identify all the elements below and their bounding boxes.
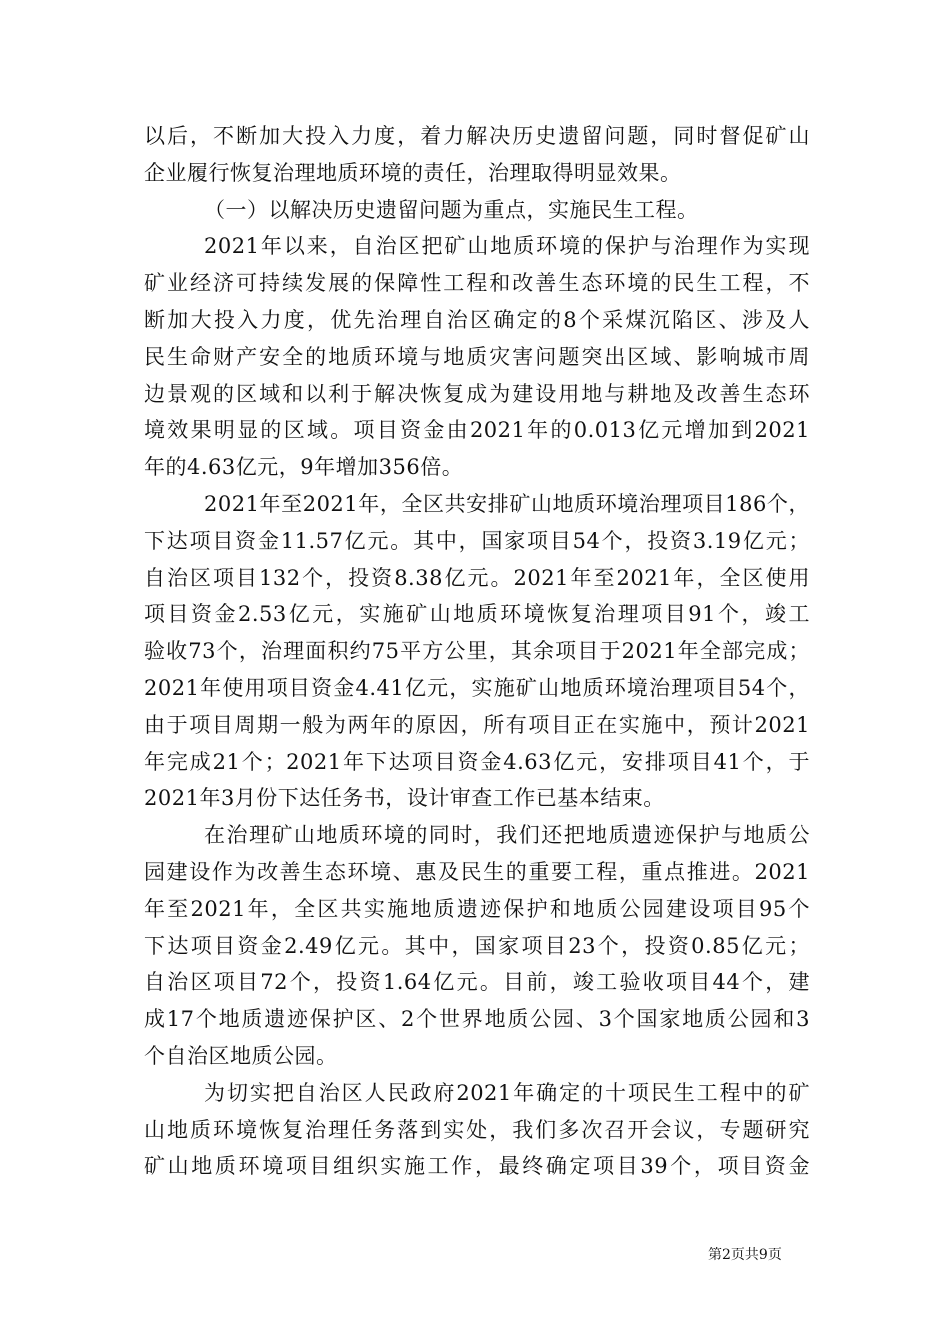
text-line: 个自治区地质公园。 bbox=[144, 1043, 338, 1068]
text-line: 年至2021年，全区共实施地质遗迹保护和地质公园建设项目95个 bbox=[144, 896, 810, 921]
text-line: 验收73个，治理面积约75平方公里，其余项目于2021年全部完成； bbox=[144, 639, 810, 664]
text-line: 下达项目资金11.57亿元。其中，国家项目54个，投资3.19亿元； bbox=[144, 528, 810, 553]
text-line: 以后，不断加大投入力度，着力解决历史遗留问题，同时督促矿山 bbox=[144, 124, 810, 148]
text-line: 2021年3月份下达任务书，设计审查工作已基本结束。 bbox=[144, 786, 665, 811]
text-line: 2021年至2021年，全区共安排矿山地质环境治理项目186个， bbox=[204, 491, 810, 516]
text-line: 边景观的区域和以利于解决恢复成为建设用地与耕地及改善生态环 bbox=[144, 381, 810, 406]
text-line: 矿山地质环境项目组织实施工作，最终确定项目39个，项目资金 bbox=[144, 1154, 810, 1179]
text-line: 在治理矿山地质环境的同时，我们还把地质遗迹保护与地质公 bbox=[204, 823, 810, 848]
page-number-footer: 第2页共9页 bbox=[708, 1247, 782, 1263]
text-line: 成17个地质遗迹保护区、2个世界地质公园、3个国家地质公园和3 bbox=[144, 1007, 810, 1032]
text-line: （一）以解决历史遗留问题为重点，实施民生工程。 bbox=[204, 197, 699, 222]
text-line: 矿业经济可持续发展的保障性工程和改善生态环境的民生工程，不 bbox=[144, 271, 810, 296]
text-line: 断加大投入力度，优先治理自治区确定的8个采煤沉陷区、涉及人 bbox=[144, 307, 810, 332]
text-line: 2021年使用项目资金4.41亿元，实施矿山地质环境治理项目54个， bbox=[144, 675, 810, 700]
text-line: 自治区项目72个，投资1.64亿元。目前，竣工验收项目44个，建 bbox=[144, 970, 810, 995]
text-line: 企业履行恢复治理地质环境的责任，治理取得明显效果。 bbox=[144, 160, 682, 185]
text-line: 境效果明显的区域。项目资金由2021年的0.013亿元增加到2021 bbox=[144, 418, 810, 443]
text-line: 自治区项目132个，投资8.38亿元。2021年至2021年，全区使用 bbox=[144, 565, 810, 590]
text-line: 山地质环境恢复治理任务落到实处，我们多次召开会议，专题研究 bbox=[144, 1117, 810, 1142]
text-line: 由于项目周期一般为两年的原因，所有项目正在实施中，预计2021 bbox=[144, 712, 810, 737]
text-line: 为切实把自治区人民政府2021年确定的十项民生工程中的矿 bbox=[204, 1080, 810, 1105]
text-line: 下达项目资金2.49亿元。其中，国家项目23个，投资0.85亿元； bbox=[144, 933, 810, 958]
text-line: 2021年以来，自治区把矿山地质环境的保护与治理作为实现 bbox=[204, 234, 810, 259]
text-line: 年完成21个；2021年下达项目资金4.63亿元，安排项目41个，于 bbox=[144, 749, 810, 774]
text-line: 民生命财产安全的地质环境与地质灾害问题突出区域、影响城市周 bbox=[144, 344, 810, 369]
text-line: 项目资金2.53亿元，实施矿山地质环境恢复治理项目91个，竣工 bbox=[144, 602, 810, 627]
document-body bbox=[144, 118, 810, 1185]
text-line: 园建设作为改善生态环境、惠及民生的重要工程，重点推进。2021 bbox=[144, 859, 810, 884]
text-line: 年的4.63亿元，9年增加356倍。 bbox=[144, 455, 464, 480]
